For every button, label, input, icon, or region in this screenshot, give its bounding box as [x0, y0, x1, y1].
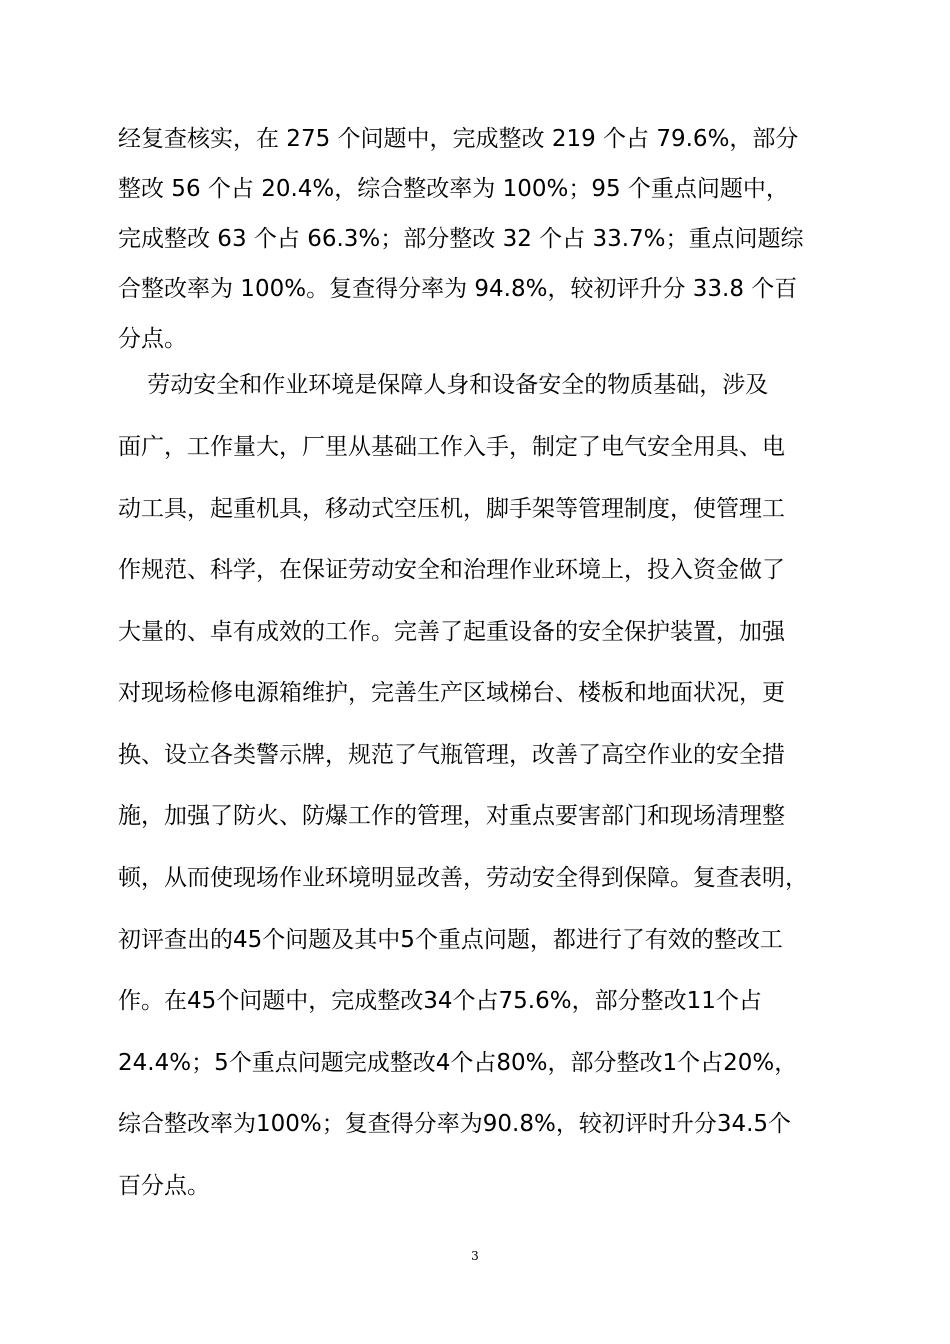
text-line: 合整改率为 100%。复查得分率为 94.8%，较初评升分 33.8 个百: [118, 276, 798, 302]
text-line: 初评查出的45个问题及其中5个重点问题，都进行了有效的整改工: [118, 927, 783, 953]
text-line: 完成整改 63 个占 66.3%；部分整改 32 个占 33.7%；重点问题综: [118, 226, 804, 252]
text-line: 动工具，起重机具，移动式空压机，脚手架等管理制度，使管理工: [118, 496, 785, 522]
text-line: 大量的、卓有成效的工作。完善了起重设备的安全保护装置，加强: [118, 619, 785, 645]
text-line: 经复查核实，在 275 个问题中，完成整改 219 个占 79.6%，部分: [118, 126, 799, 152]
paragraph-first-line: 劳动安全和作业环境是保障人身和设备安全的物质基础，涉及: [118, 372, 769, 398]
text-line: 施，加强了防火、防爆工作的管理，对重点要害部门和现场清理整: [118, 803, 785, 829]
text-line: 面广，工作量大，厂里从基础工作入手，制定了电气安全用具、电: [118, 434, 785, 460]
text-line: 百分点。: [118, 1173, 210, 1199]
text-line: 综合整改率为100%；复查得分率为90.8%，较初评时升分34.5个: [118, 1111, 792, 1137]
text-line: 作。在45个问题中，完成整改34个占75.6%，部分整改11个占: [118, 988, 762, 1014]
text-line: 换、设立各类警示牌，规范了气瓶管理，改善了高空作业的安全措: [118, 742, 785, 768]
text-line: 整改 56 个占 20.4%，综合整改率为 100%；95 个重点问题中，: [118, 176, 789, 202]
text-line: 作规范、科学，在保证劳动安全和治理作业环境上，投入资金做了: [118, 557, 785, 583]
text-line: 对现场检修电源箱维护，完善生产区域梯台、楼板和地面状况，更: [118, 680, 785, 706]
text-line: 24.4%；5个重点问题完成整改4个占80%，部分整改1个占20%，: [118, 1050, 798, 1076]
text-line: 分点。: [118, 326, 187, 352]
text-line: 顿，从而使现场作业环境明显改善，劳动安全得到保障。复查表明，: [118, 865, 808, 891]
page-number: 3: [471, 1249, 479, 1263]
